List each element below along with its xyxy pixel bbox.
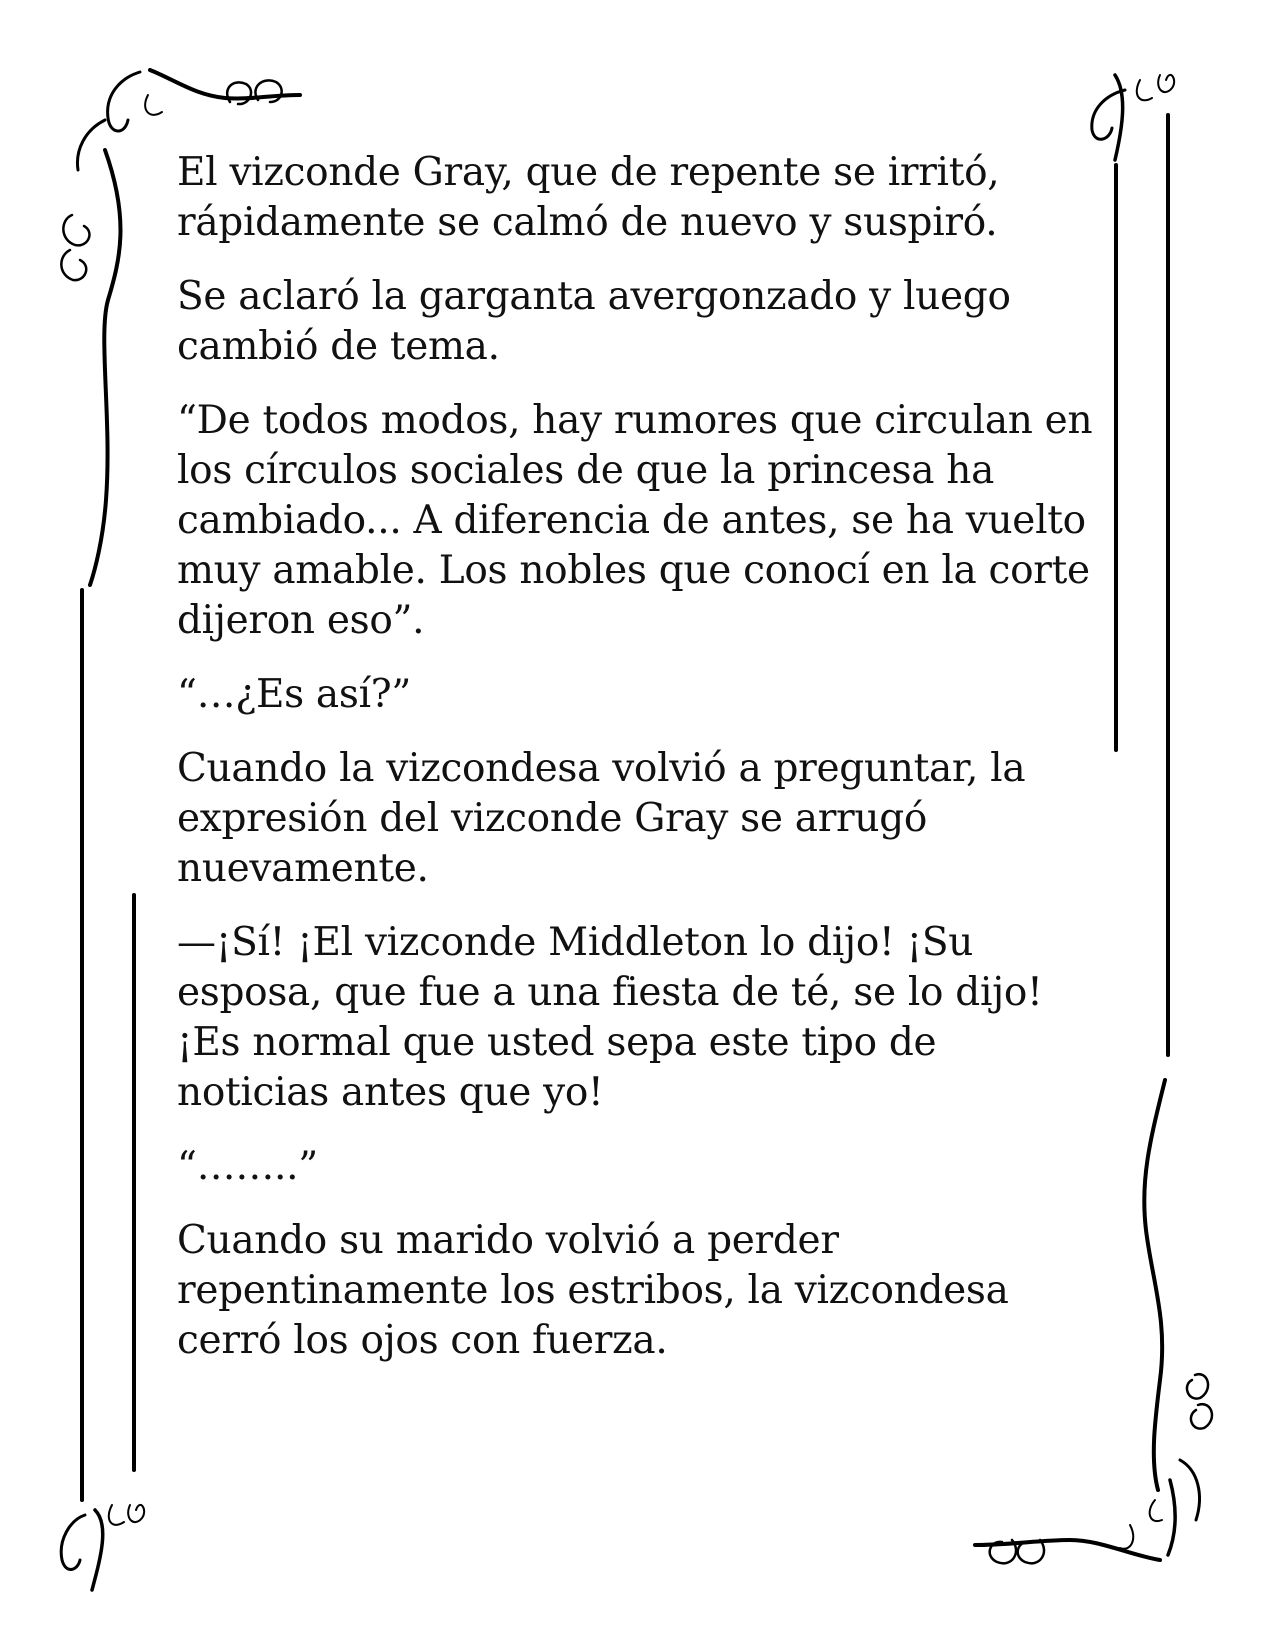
paragraph: El vizconde Gray, que de repente se irritó, rápidamente se calmó de nuevo y suspiró. bbox=[177, 150, 1000, 245]
paragraph: Se aclaró la garganta avergonzado y luego cambió de tema. bbox=[177, 274, 1011, 369]
paragraph: —¡Sí! ¡El vizconde Middleton lo dijo! ¡Su esposa, que fue a una fiesta de té, se lo dijo! ¡Es normal que usted sepa este tipo de noticias antes que yo! bbox=[177, 920, 1043, 1115]
paragraph: Cuando la vizcondesa volvió a preguntar, la expresión del vizconde Gray se arrugó nuevamente. bbox=[177, 746, 1026, 891]
paragraph: “…¿Es así?” bbox=[177, 672, 412, 717]
paragraph: “De todos modos, hay rumores que circulan en los círculos sociales de que la princesa ha cambiado... A diferencia de antes, se ha vuelto muy amable. Los nobles que conocí en la corte dijeron eso”. bbox=[177, 398, 1093, 643]
bottom-left-flourish bbox=[61, 1505, 144, 1590]
story-text bbox=[177, 148, 1097, 1390]
paragraph: “……..” bbox=[177, 1144, 318, 1189]
top-right-flourish bbox=[1092, 75, 1174, 160]
paragraph: Cuando su marido volvió a perder repentinamente los estribos, la vizcondesa cerró los ojos con fuerza. bbox=[177, 1218, 1009, 1363]
